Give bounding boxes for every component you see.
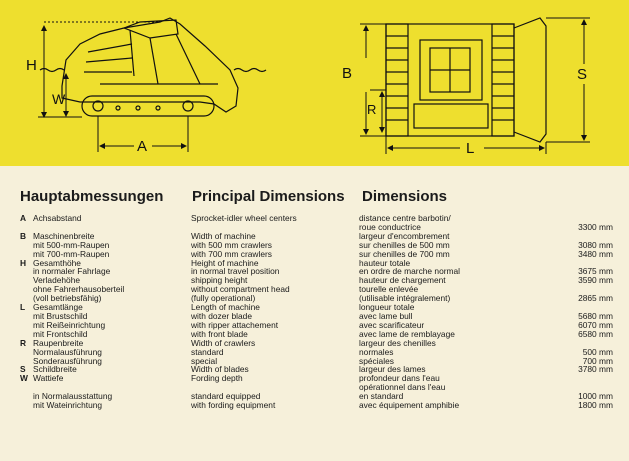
row-english-text: standard [191, 346, 224, 357]
row-english-text: with ripper attachement [191, 319, 279, 330]
table-row [20, 321, 613, 330]
row-code: H [20, 257, 27, 268]
row-french-text: distance centre barbotin/ [359, 213, 451, 223]
row-french-text: largeur d'encombrement [359, 230, 450, 241]
row-german-text: mit Wateinrichtung [33, 400, 103, 411]
table-row [20, 267, 613, 276]
row-french-text: avec lame bull [359, 310, 413, 321]
side-view-vehicle [40, 18, 266, 116]
table-row [20, 357, 613, 366]
row-code [20, 276, 33, 285]
row-french-text: roue conductrice [359, 221, 421, 232]
row-german-text: (voll betriebsfähig) [33, 293, 102, 304]
heading-english: Principal Dimensions [192, 188, 345, 205]
row-english-text: with front blade [191, 328, 248, 339]
table-row [20, 330, 613, 339]
table-row [20, 294, 613, 303]
row-french-text: normales [359, 346, 394, 357]
dimension-diagrams [0, 0, 629, 166]
row-code [20, 267, 33, 276]
row-french-text: largeur des chenilles [359, 337, 436, 348]
row-code [20, 285, 33, 294]
row-english-text: with fording equipment [191, 400, 276, 411]
heading-german: Hauptabmessungen [20, 188, 164, 205]
row-german-text: mit Frontschild [33, 328, 88, 339]
table-row [20, 303, 613, 312]
dimensions-table-body [20, 214, 613, 410]
row-german-text: mit 700-mm-Raupen [33, 248, 110, 259]
table-row [20, 285, 613, 294]
table-row [20, 223, 613, 232]
table-row [20, 214, 613, 223]
row-value: 3675 mm [578, 266, 613, 277]
dimensions-table [20, 214, 613, 410]
table-row [20, 374, 613, 383]
row-german-text: mit Brustschild [33, 310, 88, 321]
row-french-text: opérationnel dans l'eau [359, 382, 446, 393]
row-code: S [20, 364, 26, 375]
row-value: 3300 mm [578, 221, 613, 232]
row-german-text: in normaler Fahrlage [33, 266, 111, 277]
row-french-text: en ordre de marche normal [359, 266, 461, 277]
row-english-text: with dozer blade [191, 310, 252, 321]
row-french-text: largeur des lames [359, 364, 426, 375]
row-french-text: en standard [359, 391, 404, 402]
row-german-text: Wattiefe [33, 373, 64, 384]
heading-french: Dimensions [362, 188, 448, 205]
row-french-text: avec lame de remblayage [359, 328, 455, 339]
row-code [20, 312, 33, 321]
row-value: 3780 mm [578, 364, 613, 375]
row-french-text: avec équipement amphibie [359, 400, 460, 411]
top-view-vehicle [386, 18, 546, 142]
row-code: A [20, 213, 27, 223]
row-german-text: mit 500-mm-Raupen [33, 239, 110, 250]
row-english-text: with 700 mm crawlers [191, 248, 272, 259]
row-code [20, 348, 33, 357]
row-german-text: Schildbreite [33, 364, 77, 375]
label-l: L [466, 140, 475, 157]
row-german-text: mit Reißeinrichtung [33, 319, 106, 330]
row-french-text: spéciales [359, 355, 394, 366]
row-german-text: Verladehöhe [33, 275, 81, 286]
diagram-banner [0, 0, 629, 166]
row-french-text: (utilisable intégralement) [359, 293, 451, 304]
row-german-text: Gesamthöhe [33, 257, 81, 268]
row-code [20, 401, 33, 410]
row-french-text: sur chenilles de 500 mm [359, 239, 450, 250]
row-code [20, 392, 33, 401]
row-german-text: ohne Fahrerhausoberteil [33, 284, 125, 295]
row-german-text: Gesamtlänge [33, 302, 83, 313]
label-a: A [137, 138, 148, 155]
row-english-text: Length of machine [191, 302, 260, 313]
row-french-text: longueur totale [359, 302, 415, 313]
row-english-text: (fully operational) [191, 293, 256, 304]
row-value: 5680 mm [578, 310, 613, 321]
row-value: 1000 mm [578, 391, 613, 402]
row-german-text: Maschinenbreite [33, 230, 95, 241]
row-english-text: Width of machine [191, 230, 256, 241]
label-h: H [26, 57, 37, 74]
row-english-text: Width of blades [191, 364, 249, 375]
row-french-text: hauteur de chargement [359, 275, 446, 286]
table-row [20, 392, 613, 401]
row-code: W [20, 373, 28, 384]
row-english-text: special [191, 355, 218, 366]
row-english-text: Width of crawlers [191, 337, 256, 348]
row-code: L [20, 302, 26, 313]
row-code [20, 241, 33, 250]
table-row [20, 312, 613, 321]
table-row [20, 365, 613, 374]
row-code: R [20, 337, 27, 348]
row-code [20, 321, 33, 330]
row-german-text: Sonderausführung [33, 355, 102, 366]
row-value: 700 mm [582, 355, 613, 366]
row-english-text: Fording depth [191, 373, 243, 384]
row-french-text: avec scarificateur [359, 319, 425, 330]
row-english-text: in normal travel position [191, 266, 280, 277]
row-code [20, 383, 33, 392]
table-row [20, 401, 613, 410]
label-w: W [52, 91, 66, 107]
table-row [20, 250, 613, 259]
row-english-text: standard equipped [191, 391, 261, 402]
label-s: S [577, 66, 588, 83]
row-value: 3590 mm [578, 275, 613, 286]
row-english-text: Height of machine [191, 257, 259, 268]
row-german-text: Achsabstand [33, 213, 82, 223]
row-code: B [20, 230, 27, 241]
row-value: 2865 mm [578, 293, 613, 304]
row-value: 3480 mm [578, 248, 613, 259]
row-value [523, 374, 613, 383]
row-english-text: with 500 mm crawlers [191, 239, 272, 250]
row-value: 1800 mm [578, 400, 613, 411]
row-german-text: Raupenbreite [33, 337, 84, 348]
label-b: B [342, 65, 353, 82]
row-english-text: without compartment head [191, 284, 290, 295]
row-value: 6580 mm [578, 328, 613, 339]
row-french-text: tourelle enlevée [359, 284, 419, 295]
row-value: 500 mm [582, 346, 613, 357]
table-row [20, 339, 613, 348]
label-r: R [367, 102, 377, 117]
section-headings [20, 188, 620, 210]
row-german-text: in Normalausstattung [33, 391, 113, 402]
row-german-text: Normalausführung [33, 346, 102, 357]
table-row [20, 348, 613, 357]
row-french-text: profondeur dans l'eau [359, 373, 440, 384]
row-french-text: hauteur totale [359, 257, 411, 268]
row-english-text: Sprocket-idler wheel centers [191, 213, 297, 223]
row-value: 3080 mm [578, 239, 613, 250]
row-value: 6070 mm [578, 319, 613, 330]
row-french-text: sur chenilles de 700 mm [359, 248, 450, 259]
row-english-text: shipping height [191, 275, 248, 286]
